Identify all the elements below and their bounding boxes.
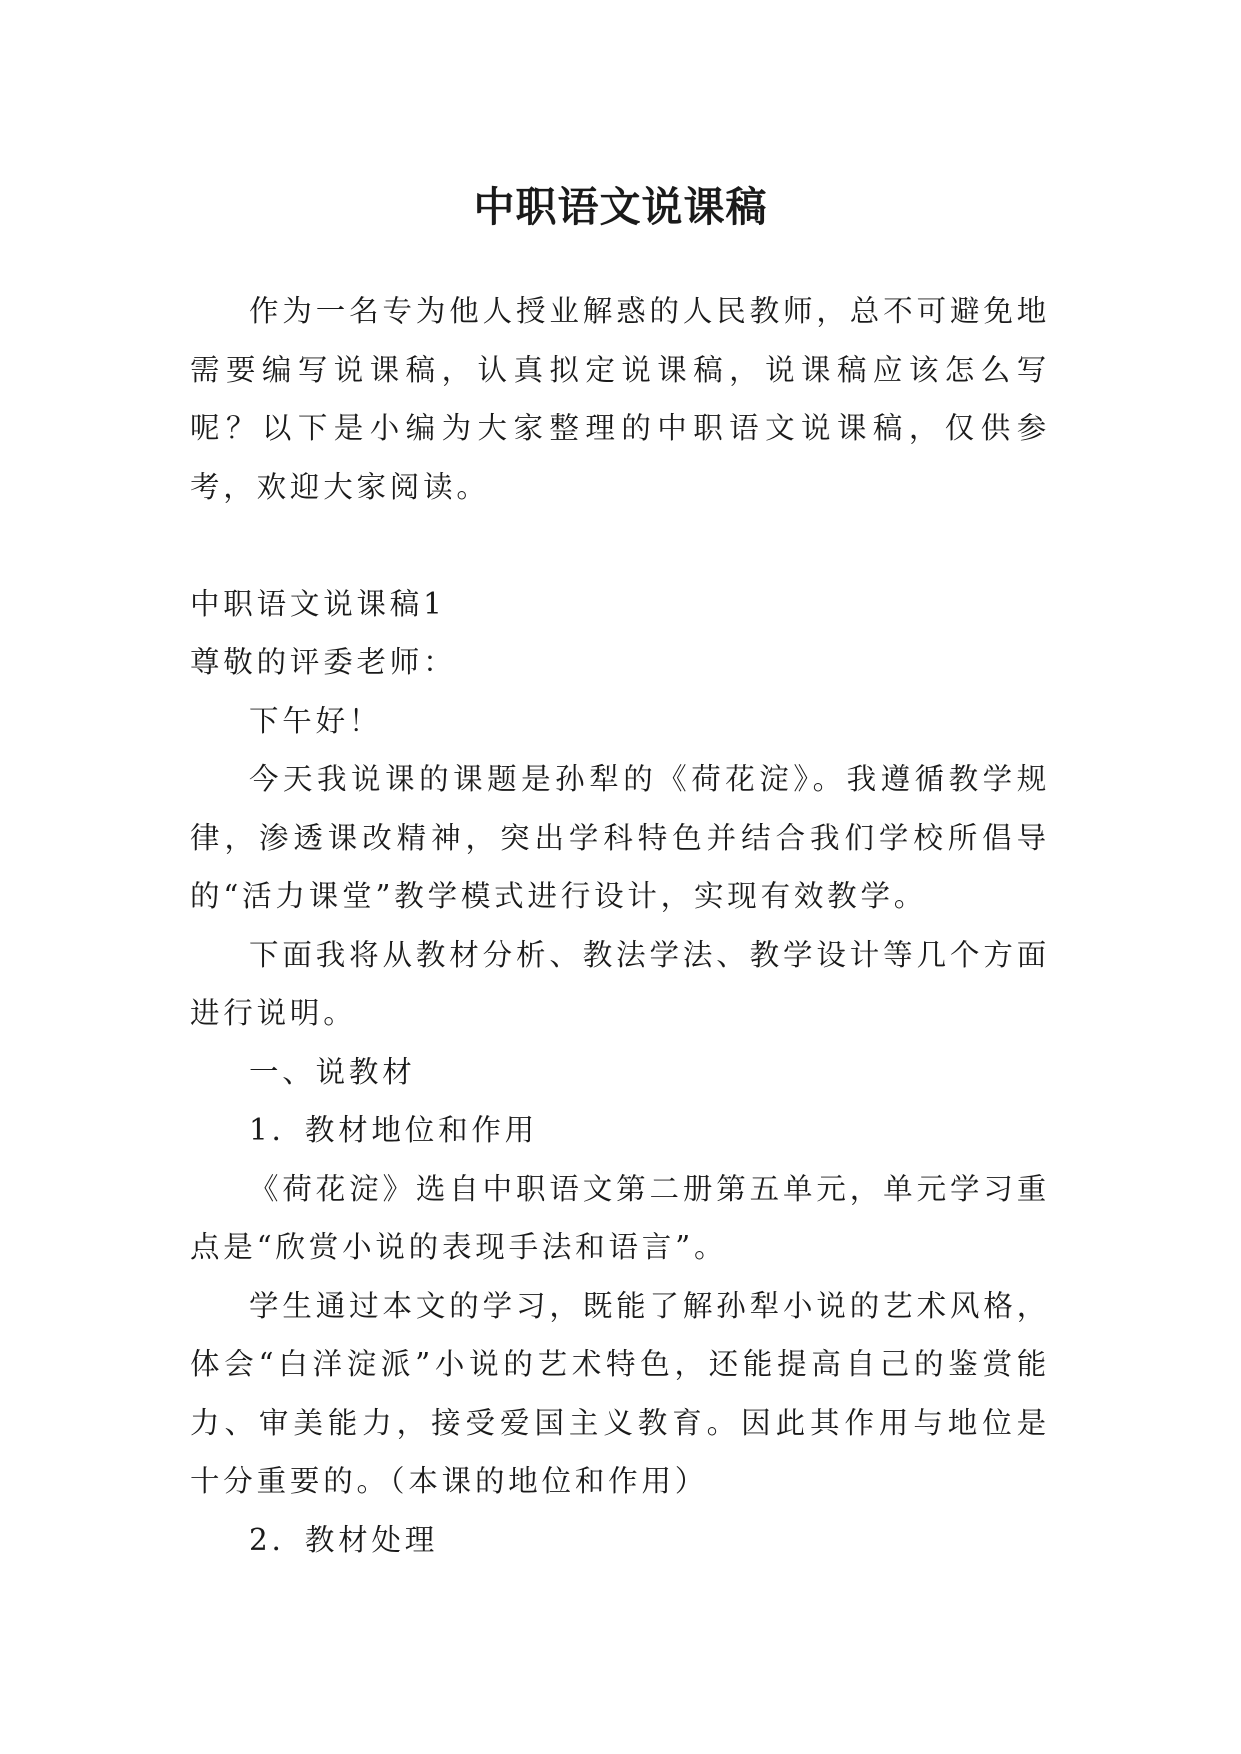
body-paragraph: 下面我将从教材分析、教法学法、教学设计等几个方面进行说明。 — [190, 937, 1050, 1030]
subsection-heading: 1．教材地位和作用 — [249, 1113, 538, 1147]
document-body — [190, 282, 1050, 1569]
body-paragraph: 学生通过本文的学习，既能了解孙犁小说的艺术风格，体会“白洋淀派”小说的艺术特色，还能提高自己的鉴赏能力、审美能力，接受爱国主义教育。因此其作用与地位是十分重要的。（本课的地位和作用） — [190, 1288, 1050, 1498]
subsection-heading: 一、说教材 — [249, 1054, 416, 1089]
salutation: 尊敬的评委老师： — [190, 645, 457, 679]
intro-paragraph: 作为一名专为他人授业解惑的人民教师，总不可避免地需要编写说课稿，认真拟定说课稿，说课稿应该怎么写呢？以下是小编为大家整理的中职语文说课稿，仅供参考，欢迎大家阅读。 — [190, 294, 1050, 504]
page-title: 中职语文说课稿 — [473, 183, 768, 232]
body-paragraph: 下午好！ — [249, 703, 383, 738]
subsection-heading: 2．教材处理 — [249, 1522, 439, 1557]
paragraph-spacer — [190, 516, 1050, 575]
body-paragraph: 今天我说课的课题是孙犁的《荷花淀》。我遵循教学规律，渗透课改精神，突出学科特色并结合我们学校所倡导的“活力课堂”教学模式进行设计，实现有效教学。 — [190, 762, 1050, 913]
section-heading: 中职语文说课稿1 — [190, 586, 446, 621]
body-paragraph: 《荷花淀》选自中职语文第二册第五单元，单元学习重点是“欣赏小说的表现手法和语言”。 — [190, 1171, 1050, 1264]
